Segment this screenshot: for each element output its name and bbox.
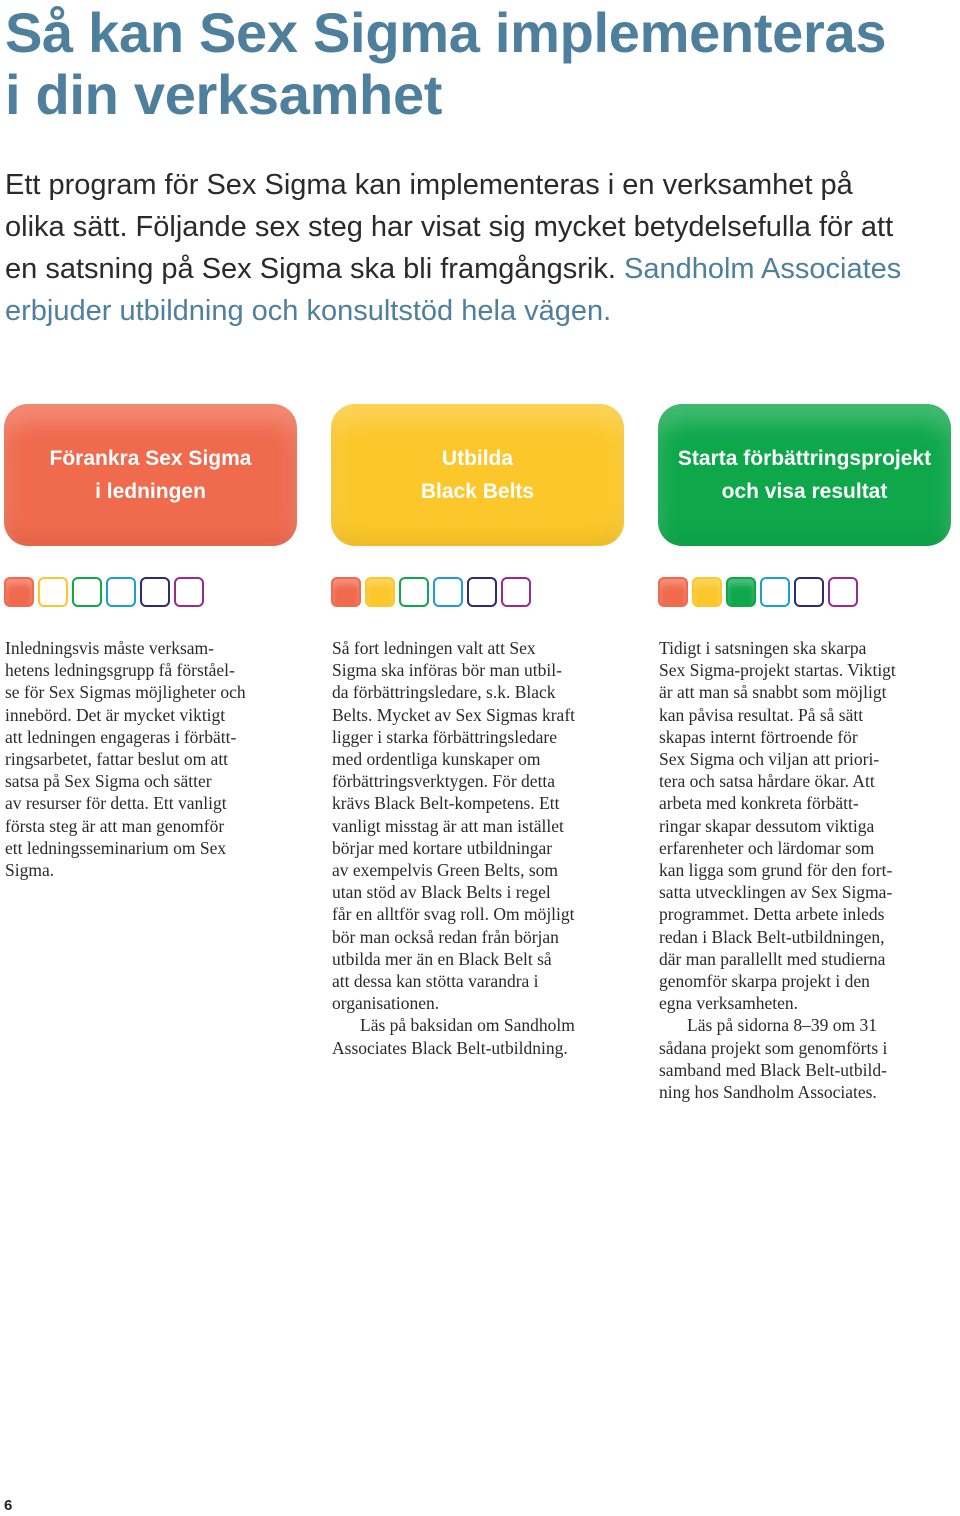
- body-text-line: Tidigt i satsningen ska skarpa: [659, 638, 867, 658]
- body-text-line: utan stöd av Black Belts i regel: [332, 882, 551, 903]
- body-text-line: satta utvecklingen av Sex Sigma-: [659, 882, 893, 903]
- progress-square-2: [365, 577, 395, 607]
- step-3-label-line-2: och visa resultat: [721, 480, 888, 503]
- body-text-line: av exempelvis Green Belts, som: [332, 860, 558, 881]
- body-text-line: egna verksamheten.: [659, 993, 798, 1014]
- step-2-label-line-2: Black Belts: [420, 480, 535, 503]
- intro-paragraph: [5, 164, 960, 332]
- intro-line: Ett program för Sex Sigma kan implementeras i en verksamhet på: [5, 169, 853, 201]
- progress-square-2: [38, 577, 68, 607]
- body-text-line: får en alltför svag roll. Om möjligt: [332, 904, 575, 925]
- body-text-line: redan i Black Belt-utbildningen,: [659, 926, 885, 947]
- body-text-line: Så fort ledningen valt att Sex: [332, 638, 536, 658]
- body-text-line: sådana projekt som genomförts i: [659, 1037, 888, 1058]
- body-text-line: arbeta med konkreta förbätt-: [659, 793, 859, 814]
- step-1-progress-indicator: [4, 577, 209, 607]
- body-text-line: kan påvisa resultat. På så sätt: [659, 704, 864, 725]
- step-2-box: [331, 404, 624, 546]
- step-2-label-line-1: Utbilda: [441, 447, 514, 470]
- progress-square-6: [501, 577, 531, 607]
- intro-line: olika sätt. Följande sex steg har visat sig mycket betydelsefulla för att: [5, 211, 894, 243]
- body-text-line: är att man så snabbt som möjligt: [659, 682, 887, 703]
- body-text-line: organisationen.: [332, 993, 440, 1014]
- body-text-line: Inledningsvis måste verksam-: [5, 638, 214, 658]
- progress-square-4: [433, 577, 463, 607]
- body-text-line: börjar med kortare utbildningar: [332, 837, 553, 858]
- body-text-line: innebörd. Det är mycket viktigt: [5, 704, 226, 725]
- progress-square-4: [760, 577, 790, 607]
- intro-line-text: en satsning på Sex Sigma ska bli framgångsrik.: [5, 253, 616, 285]
- body-text-line: ringar skapar dessutom viktiga: [659, 815, 875, 836]
- body-text-line: Belts. Mycket av Sex Sigmas kraft: [332, 704, 576, 725]
- body-text-line: Sigma.: [5, 860, 55, 881]
- step-1-label-line-2: i ledningen: [95, 480, 206, 503]
- progress-square-1: [4, 577, 34, 607]
- step-1-box: [4, 404, 297, 546]
- body-text-line: erfarenheter och lärdomar som: [659, 837, 875, 858]
- progress-square-5: [794, 577, 824, 607]
- body-text-line: ning hos Sandholm Associates.: [659, 1082, 877, 1103]
- step-3-progress-indicator: [658, 577, 863, 607]
- body-text-line: förbättringsverktygen. För detta: [332, 771, 556, 792]
- body-text-line: utbilda mer än en Black Belt så: [332, 948, 552, 969]
- body-text-line: tera och satsa hårdare ökar. Att: [659, 771, 875, 792]
- step-1-label-line-1: Förankra Sex Sigma: [49, 447, 252, 470]
- progress-square-3: [72, 577, 102, 607]
- body-text-line: Läs på baksidan om Sandholm: [360, 1015, 575, 1036]
- progress-square-4: [106, 577, 136, 607]
- body-text-line: att ledningen engageras i förbätt-: [5, 726, 237, 747]
- step-3-label-line-1: Starta förbättringsprojekt: [677, 447, 932, 470]
- body-text-line: första steg är att man genomför: [5, 815, 225, 836]
- body-text-line: vanligt misstag är att man istället: [332, 815, 564, 836]
- column-step-1-text: [5, 637, 305, 881]
- step-3-box: [658, 404, 951, 546]
- body-text-line: av resurser för detta. Ett vanligt: [5, 793, 227, 814]
- progress-square-1: [331, 577, 361, 607]
- body-text-line: Sigma ska införas bör man utbil-: [332, 660, 562, 681]
- body-text-line: programmet. Detta arbete inleds: [659, 904, 885, 925]
- progress-square-5: [467, 577, 497, 607]
- body-text-line: skapas internt förtroende för: [659, 726, 858, 747]
- page-title: [5, 2, 886, 126]
- progress-square-5: [140, 577, 170, 607]
- body-text-line: ringsarbetet, fattar beslut om att: [5, 749, 229, 770]
- progress-square-6: [828, 577, 858, 607]
- body-text-line: hetens ledningsgrupp få förståel-: [5, 660, 235, 681]
- body-text-line: se för Sex Sigmas möjligheter och: [5, 682, 246, 703]
- body-text-line: Sex Sigma-projekt startas. Viktigt: [659, 660, 896, 681]
- body-text-line: ett ledningsseminarium om Sex: [5, 837, 227, 858]
- column-step-2-text: [332, 637, 632, 1059]
- body-text-line: da förbättringsledare, s.k. Black: [332, 682, 556, 703]
- body-text-line: Läs på sidorna 8–39 om 31: [687, 1015, 878, 1036]
- body-text-line: ligger i starka förbättringsledare: [332, 726, 557, 747]
- progress-square-3: [726, 577, 756, 607]
- intro-line: [5, 248, 960, 290]
- body-text-line: med ordentliga kunskaper om: [332, 749, 541, 770]
- page-number: 6: [4, 1497, 13, 1514]
- intro-accent-company: Sandholm Associates: [623, 253, 902, 285]
- page-title-line-1: Så kan Sex Sigma implementeras: [5, 1, 887, 64]
- page-title-line-2: i din verksamhet: [5, 63, 443, 126]
- body-text-line: krävs Black Belt-kompetens. Ett: [332, 793, 560, 814]
- body-text-line: bör man också redan från början: [332, 926, 559, 947]
- body-text-line: kan ligga som grund för den fort-: [659, 860, 893, 881]
- body-text-line: satsa på Sex Sigma och sätter: [5, 771, 212, 792]
- body-text-line: genomför skarpa projekt i den: [659, 971, 870, 992]
- column-step-3-text: [659, 637, 959, 1103]
- progress-square-1: [658, 577, 688, 607]
- intro-accent-line: erbjuder utbildning och konsultstöd hela vägen.: [5, 295, 612, 327]
- body-text-line: samband med Black Belt-utbild-: [659, 1059, 887, 1080]
- step-2-progress-indicator: [331, 577, 536, 607]
- body-text-line: Associates Black Belt-utbildning.: [332, 1037, 568, 1058]
- progress-square-6: [174, 577, 204, 607]
- progress-square-3: [399, 577, 429, 607]
- body-text-line: där man parallellt med studierna: [659, 948, 886, 969]
- body-text-line: Sex Sigma och viljan att priori-: [659, 749, 880, 770]
- progress-square-2: [692, 577, 722, 607]
- body-text-line: att dessa kan stötta varandra i: [332, 971, 539, 992]
